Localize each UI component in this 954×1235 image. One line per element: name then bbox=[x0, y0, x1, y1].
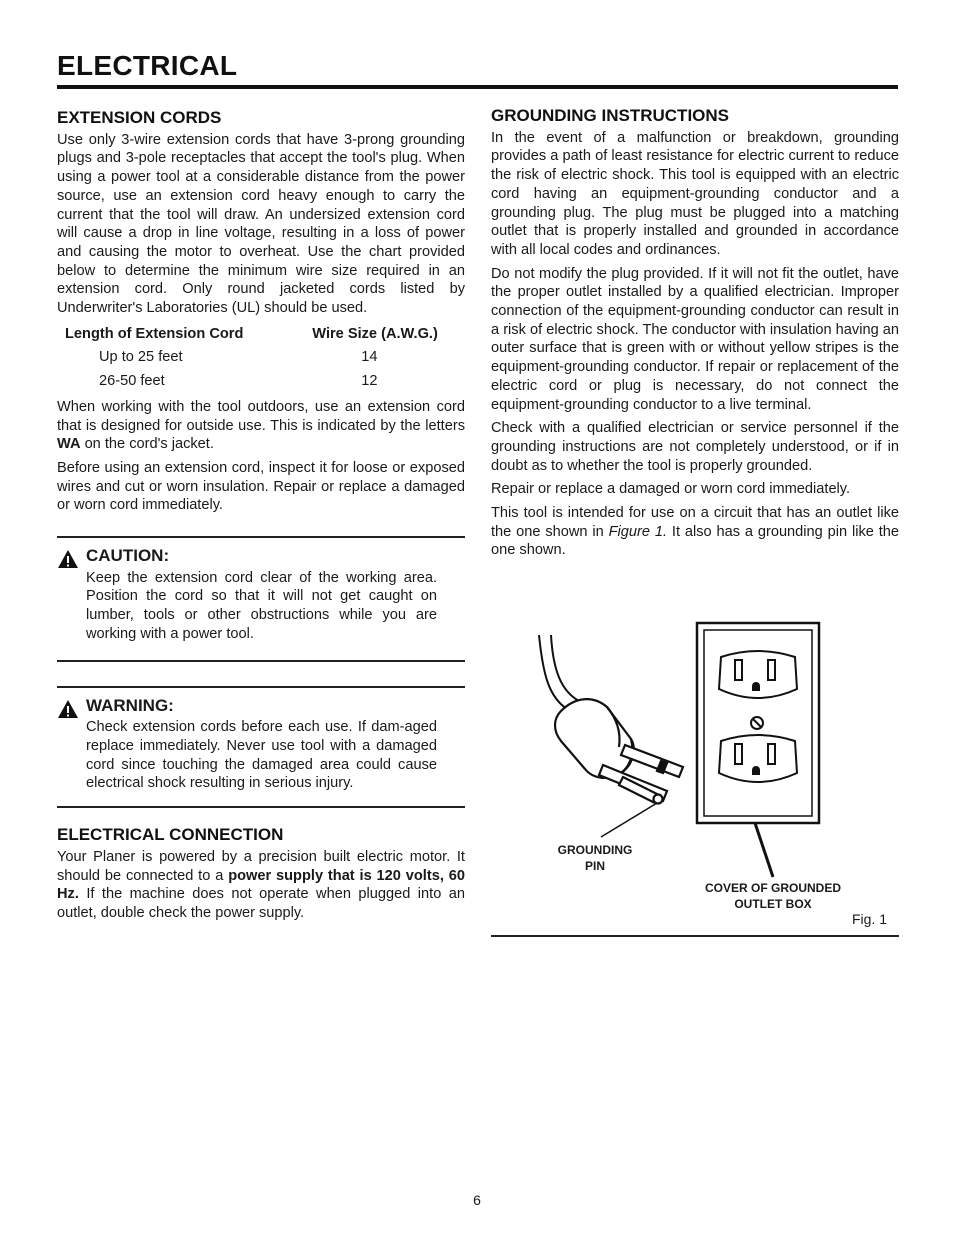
plug-illustration bbox=[555, 699, 683, 803]
section-rule bbox=[57, 806, 465, 808]
outlet-cover-label-line1: COVER OF GROUNDED bbox=[704, 881, 841, 895]
outdoor-text-end: on the cord's jacket. bbox=[80, 436, 214, 453]
grounding-pin-label bbox=[549, 842, 641, 874]
grounding-pin-label-line2: PIN bbox=[584, 859, 605, 873]
grounding-pin-label-line1: GROUNDING bbox=[557, 843, 633, 857]
figure-rule bbox=[491, 935, 899, 937]
grounding-paragraph-4: Repair or replace a damaged or worn cord immediately. bbox=[491, 481, 851, 498]
warning-triangle-icon bbox=[57, 549, 79, 569]
electrical-connection-paragraph bbox=[57, 848, 465, 923]
inspect-cord-paragraph: Before using an extension cord, inspect it for loose or exposed wires and cut or worn insulation. Repair or replace a damaged or worn cord immediately. bbox=[57, 459, 465, 514]
extension-cords-intro: Use only 3-wire extension cords that have 3-prong grounding plugs and 3-pole receptacles that accept the tool's plug. When using a power tool at a considerable distance from the power source, use an extension cord heavy enough to carry the current that the tool will draw. An undersized extension cord will cause a drop in line voltage, resulting in a loss of power and causing the motor to overheat. Use the chart provided below to determine the minimum wire size required in an extension cord. Only round jacketed cords listed by Underwriter's Laboratories (UL) should be used. bbox=[57, 131, 465, 317]
warning-box bbox=[57, 697, 465, 794]
figure-caption: Fig. 1 bbox=[851, 911, 887, 927]
table-cell-wire-size: 14 bbox=[361, 349, 378, 366]
figure-1 bbox=[491, 615, 899, 937]
table-header-wire-size: Wire Size (A.W.G.) bbox=[312, 325, 438, 342]
table-cell-length: 26-50 feet bbox=[99, 373, 165, 390]
outdoor-use-paragraph bbox=[57, 398, 465, 454]
grounding-p5-start: This tool is intended for use on a circuit that has an outlet like the one shown in bbox=[491, 505, 899, 540]
warning-text: Check extension cords before each use. If dam-aged replace immediately. Never use tool with a damaged cord since touching the damaged area could cause electrical shock resulting in serious injury. bbox=[86, 719, 437, 792]
wire-size-table bbox=[57, 323, 465, 394]
connection-power-spec: power supply that is 120 volts, 60 Hz. bbox=[57, 867, 465, 903]
warning-heading: WARNING: bbox=[86, 695, 174, 715]
outdoor-wa-letters: WA bbox=[57, 436, 81, 453]
table-row bbox=[57, 346, 465, 370]
connection-text-end: If the machine does not operate when plugged into an outlet, double check the power supply. bbox=[57, 886, 465, 921]
title-rule bbox=[57, 85, 898, 89]
table-header-row bbox=[57, 323, 465, 347]
section-rule bbox=[57, 660, 465, 662]
grounding-paragraph-1: In the event of a malfunction or breakdown, grounding provides a path of least resistance for electric current to reduce the risk of electric shock. This tool is equipped with an electric cord having an equipment-grounding conductor and a grounding plug. The plug must be plugged into a matching outlet that is properly installed and grounded in accordance with all local codes and ordinances. bbox=[491, 129, 899, 258]
caution-box bbox=[57, 547, 465, 644]
page-title: ELECTRICAL bbox=[57, 50, 238, 81]
connection-text-start: Your Planer is powered by a precision built electric motor. It should be connected to a bbox=[57, 848, 465, 884]
outdoor-text-start: When working with the tool outdoors, use an extension cord that is designed for outside use. This is indicated by the letters bbox=[57, 398, 465, 434]
left-column bbox=[57, 109, 465, 928]
grounding-p5-end: It also has a grounding pin like the one shown. bbox=[491, 523, 900, 559]
caution-text: Keep the extension cord clear of the working area. Position the cord so that it will not get caught on lumber, tools or other obstructions while you are working with a power tool. bbox=[86, 569, 437, 642]
table-header-length: Length of Extension Cord bbox=[65, 325, 244, 342]
figure-reference: Figure 1. bbox=[608, 523, 668, 540]
cord-illustration bbox=[539, 635, 579, 709]
cover-leader bbox=[755, 823, 773, 877]
grounding-paragraph-3: Check with a qualified electrician or service personnel if the grounding instructions are not completely understood, or if in doubt as to whether the tool is properly grounded. bbox=[491, 420, 899, 474]
extension-cords-heading: EXTENSION CORDS bbox=[57, 108, 222, 127]
grounding-paragraph-5 bbox=[491, 504, 899, 560]
caution-heading: CAUTION: bbox=[86, 546, 170, 566]
outlet-cover-label bbox=[691, 880, 855, 912]
right-column bbox=[491, 107, 899, 565]
grounding-heading: GROUNDING INSTRUCTIONS bbox=[491, 106, 729, 125]
outlet-cover-label-line2: OUTLET BOX bbox=[734, 897, 812, 911]
page-number: 6 bbox=[473, 1192, 481, 1208]
grounding-pin-leader bbox=[601, 803, 657, 837]
grounding-paragraph-2: Do not modify the plug provided. If it will not fit the outlet, have the proper outlet installed by a qualified electrician. Improper connection of the equipment-grounding conductor can result in a risk of electric shock. The conductor with insulation having an outer surface that is green with or without yellow stripes is the equipment-grounding conductor. If repair or replacement of the electric cord or plug is necessary, do not connect the equipment-grounding conductor to a live terminal. bbox=[491, 265, 899, 413]
section-rule bbox=[57, 536, 465, 538]
section-rule bbox=[57, 686, 465, 688]
electrical-connection-heading: ELECTRICAL CONNECTION bbox=[57, 825, 284, 845]
table-row bbox=[57, 370, 465, 394]
table-cell-length: Up to 25 feet bbox=[99, 349, 183, 366]
outlet-cover-illustration bbox=[697, 623, 819, 823]
table-cell-wire-size: 12 bbox=[361, 373, 378, 390]
warning-triangle-icon bbox=[57, 699, 79, 719]
